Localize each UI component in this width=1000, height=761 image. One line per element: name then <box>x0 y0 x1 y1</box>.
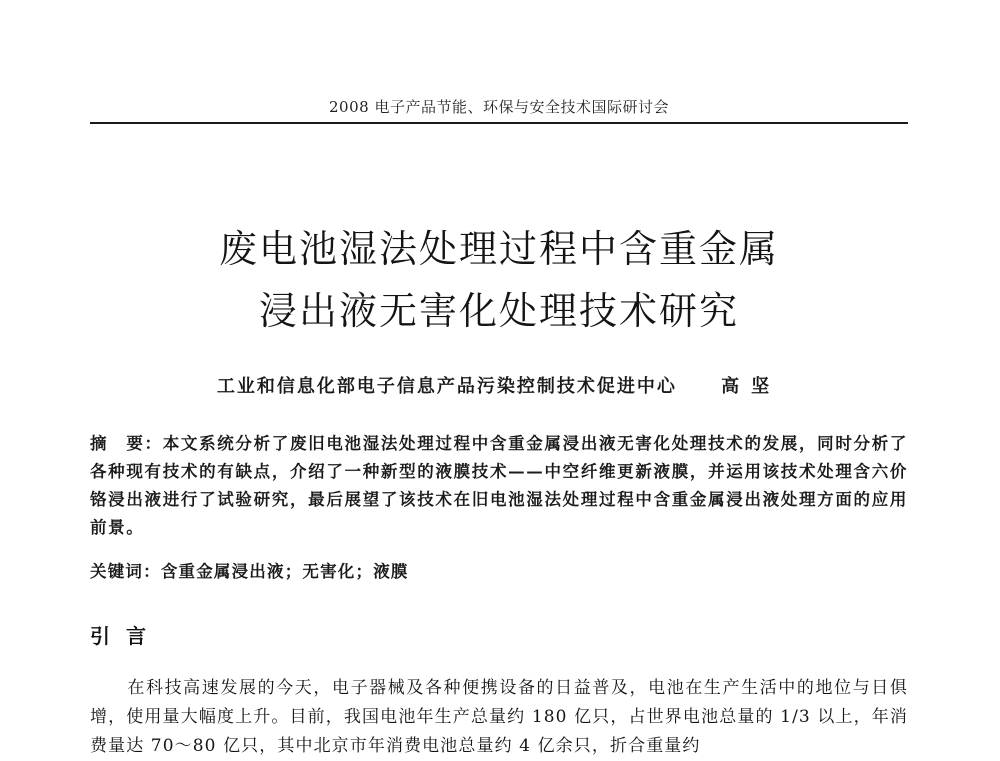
title-line-2: 浸出液无害化处理技术研究 <box>258 289 739 333</box>
title-line-1: 废电池湿法处理过程中含重金属 <box>218 227 779 271</box>
keywords-text: 含重金属浸出液；无害化；液膜 <box>160 562 409 581</box>
running-header: 2008 电子产品节能、环保与安全技术国际研讨会 <box>329 98 669 116</box>
paper-title <box>90 218 908 342</box>
author-line <box>90 372 908 398</box>
abstract-label: 摘 要： <box>90 434 163 453</box>
section-heading: 引言 <box>90 624 162 648</box>
author-name: 高坚 <box>721 376 782 397</box>
abstract-text: 本文系统分析了废旧电池湿法处理过程中含重金属浸出液无害化处理技术的发展，同时分析了各种现有技术的有缺点，介绍了一种新型的液膜技术——中空纤维更新液膜，并运用该技术处理含六价铬浸出液进行了试验研究，最后展望了该技术在旧电池湿法处理过程中含重金属浸出液处理方面的应用前景。 <box>90 434 908 537</box>
author-affiliation: 工业和信息化部电子信息产品污染控制技术促进中心 <box>216 376 677 397</box>
abstract <box>90 430 908 542</box>
body-paragraph: 在科技高速发展的今天，电子器械及各种便携设备的日益普及，电池在生产生活中的地位与日俱增，使用量大幅度上升。目前，我国电池年生产总量约 180 亿只，占世界电池总量的 1/3 以上，年消费量达 70～80 亿只，其中北京市年消费电池总量约 4 亿余只，折合重量约 <box>90 678 908 756</box>
keywords-label: 关键词： <box>90 562 161 581</box>
header-rule <box>90 122 908 124</box>
keywords <box>90 558 908 586</box>
